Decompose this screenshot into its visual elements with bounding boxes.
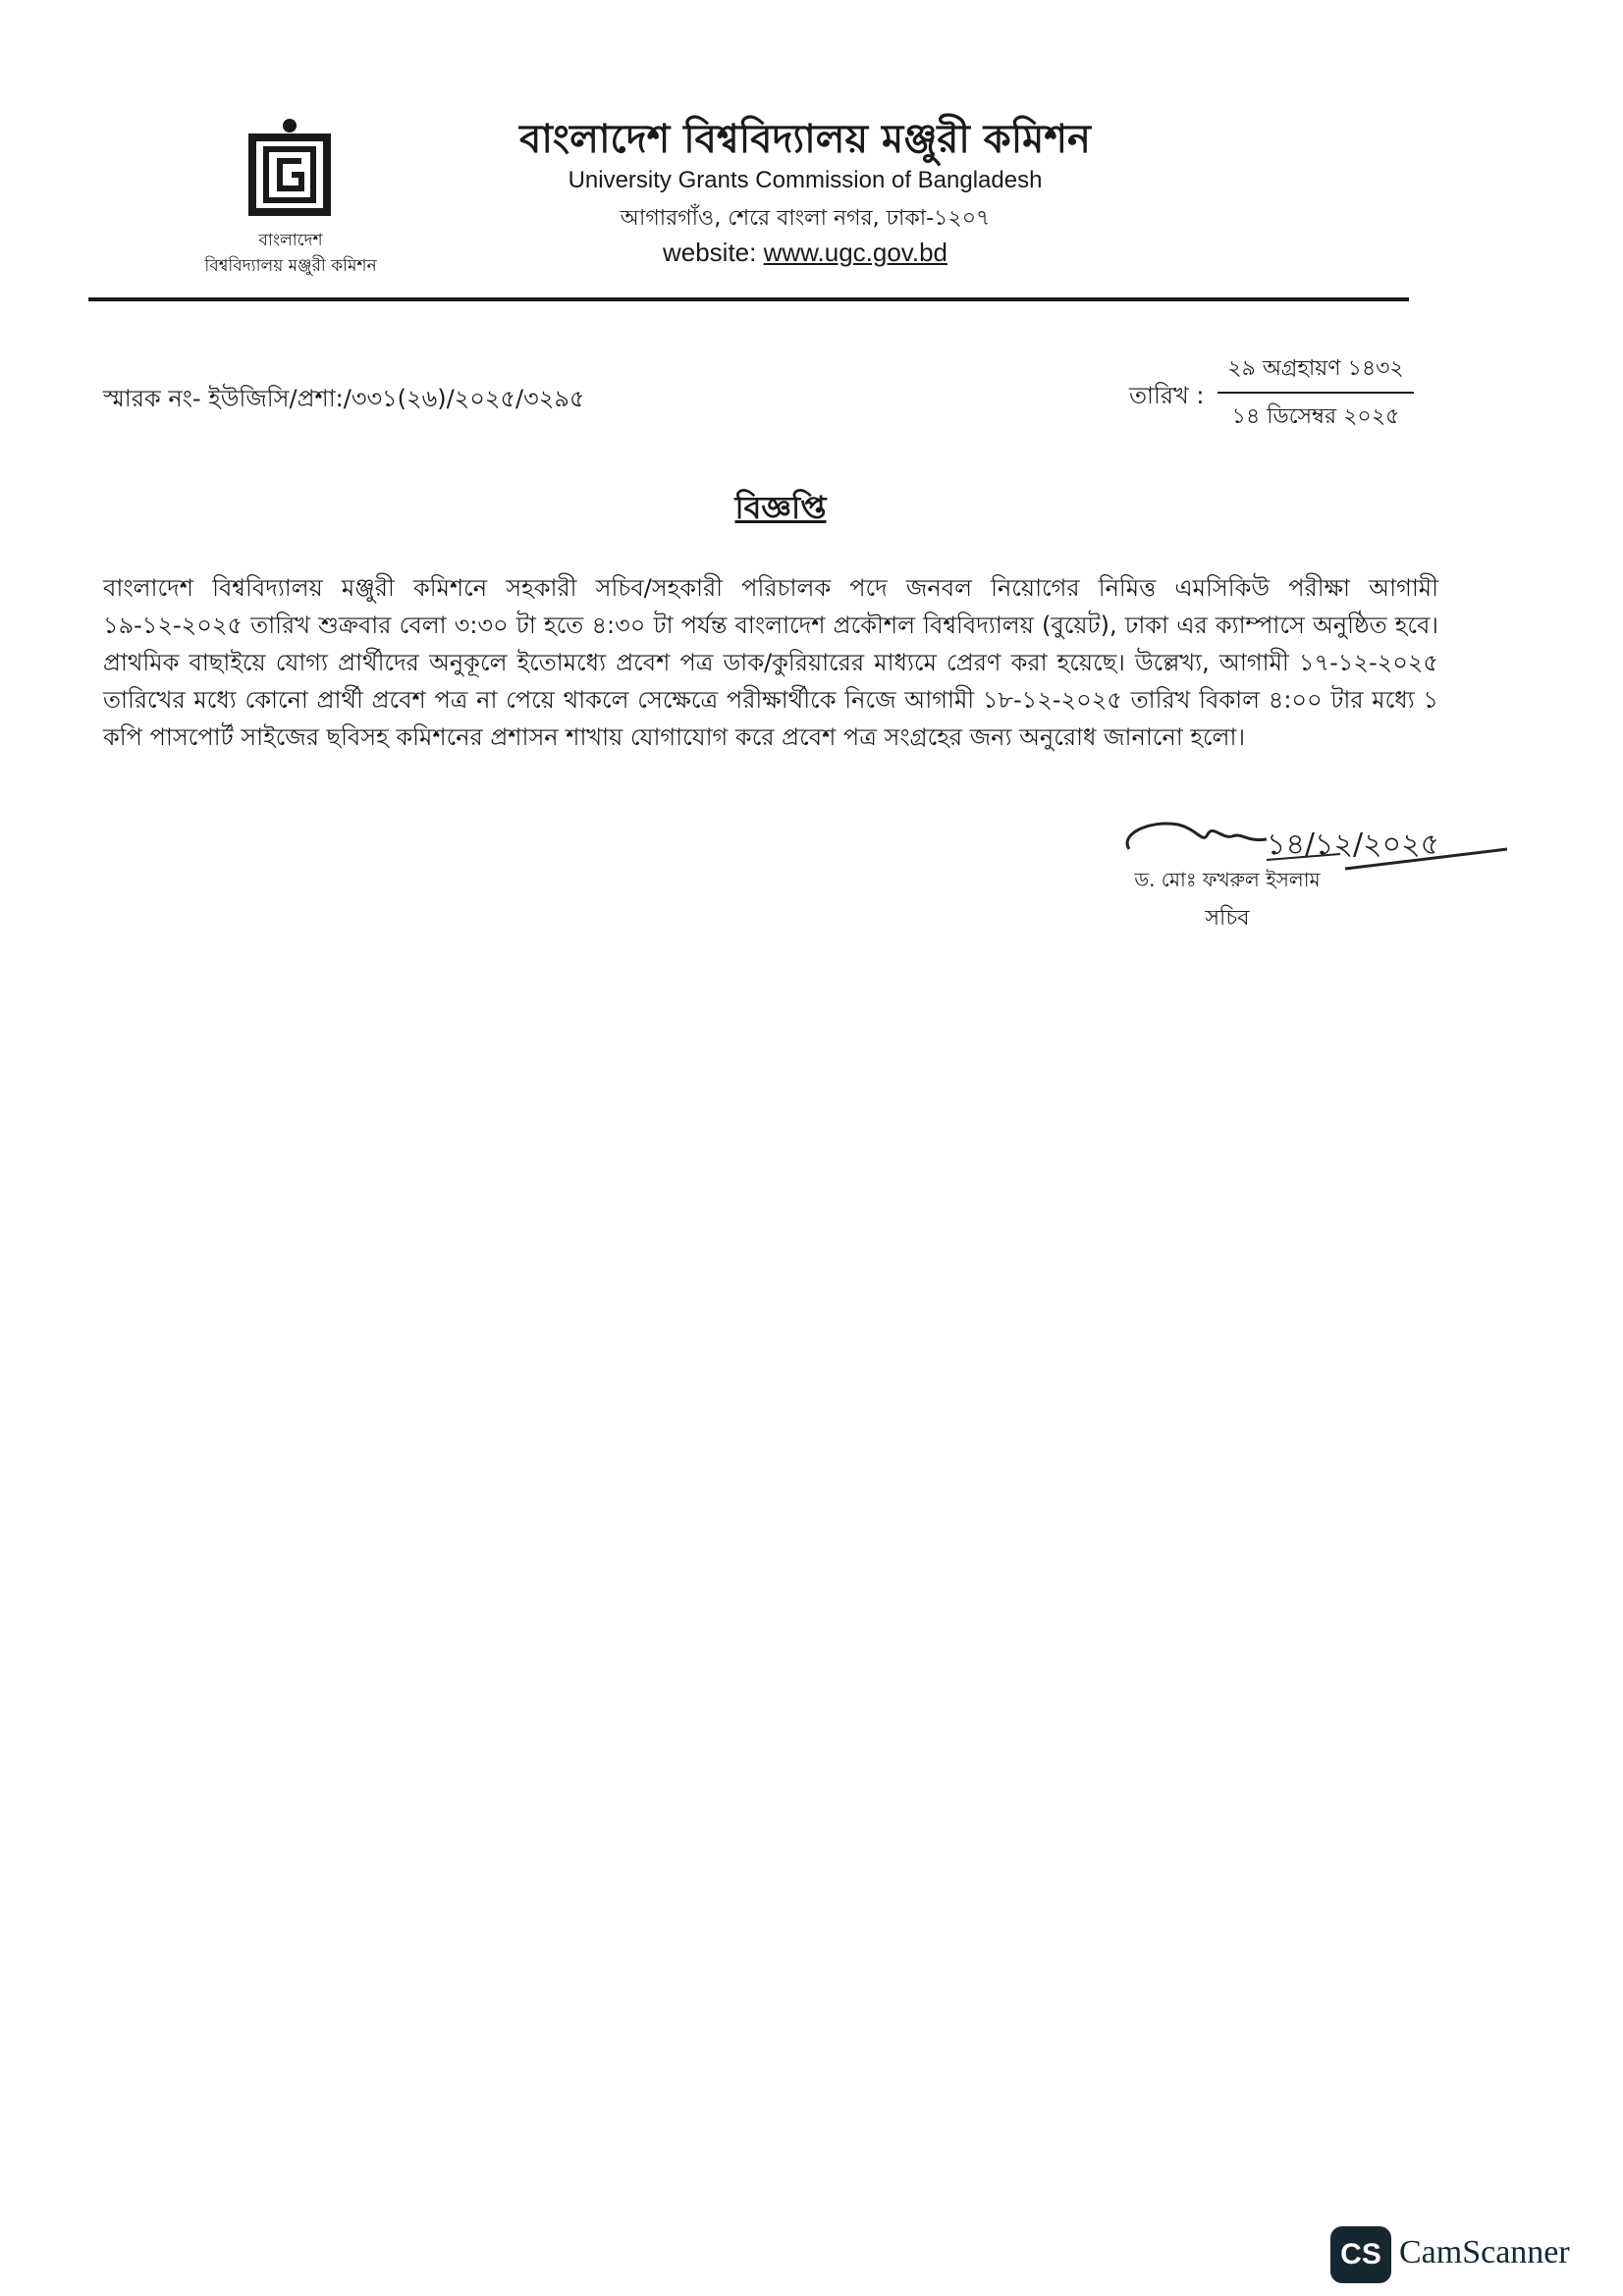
camscanner-logo-icon: CS — [1330, 2226, 1391, 2283]
website-label: website: — [662, 238, 757, 267]
signature-handwritten-date: ১৪/১২/২০২৫ — [1267, 828, 1440, 862]
org-address: আগারগাঁও, শেরে বাংলা নগর, ঢাকা-১২০৭ — [620, 206, 991, 231]
date-block — [1217, 351, 1414, 436]
notice-body: বাংলাদেশ বিশ্ববিদ্যালয় মঞ্জুরী কমিশনে সহকারী সচিব/সহকারী পরিচালক পদে জনবল নিয়োগের নিমিত্ত এমসিকিউ পরীক্ষা আগামী ১৯-১২-২০২৫ তারিখ শুক্রবার বেলা ৩:৩০ টা হতে ৪:৩০ টা পর্যন্ত বাংলাদেশ প্রকৌশল বিশ্ববিদ্যালয় (বুয়েট), ঢাকা এর ক্যাম্পাসে অনুষ্ঠিত হবে। প্রাথমিক বাছাইয়ে যোগ্য প্রার্থীদের অনুকূলে ইতোমধ্যে প্রবেশ পত্র ডাক/কুরিয়ারের মাধ্যমে প্রেরণ করা হয়েছে। উল্লেখ্য, আগামী ১৭-১২-২০২৫ তারিখের মধ্যে কোনো প্রার্থী প্রবেশ পত্র না পেয়ে থাকলে সেক্ষেত্রে পরীক্ষার্থীকে নিজে আগামী ১৮-১২-২০২৫ তারিখ বিকাল ৪:০০ টার মধ্যে ১ কপি পাসপোর্ট সাইজের ছবিসহ কমিশনের প্রশাসন শাখায় যোগাযোগ করে প্রবেশ পত্র সংগ্রহের জন্য অনুরোধ জানানো হলো। — [103, 574, 1438, 751]
signatory-name: ড. মোঃ ফখরুল ইসলাম — [1134, 868, 1321, 891]
signatory-designation: সচিব — [1205, 906, 1250, 931]
org-website — [432, 238, 1178, 268]
notice-title — [0, 483, 1561, 536]
notice-title-text: বিজ্ঞপ্তি — [734, 489, 827, 526]
org-name-bn: বাংলাদেশ বিশ্ববিদ্যালয় মঞ্জুরী কমিশন — [519, 116, 1091, 162]
date-bengali-calendar: ২৯ অগ্রহায়ণ ১৪৩২ — [1217, 351, 1414, 394]
website-link[interactable]: www.ugc.gov.bd — [763, 238, 948, 267]
date-label: তারিখ : — [1129, 382, 1205, 409]
org-name-en: University Grants Commission of Bangladesh — [568, 167, 1043, 193]
logo-caption-line1: বাংলাদেশ — [258, 231, 323, 250]
logo-caption — [177, 228, 405, 279]
ugc-logo-icon — [241, 118, 339, 216]
date-gregorian: ১৪ ডিসেম্বর ২০২৫ — [1231, 404, 1400, 429]
logo-caption-line2: বিশ্ববিদ্যালয় মঞ্জুরী কমিশন — [204, 256, 377, 276]
header-divider — [88, 297, 1409, 301]
camscanner-text: CamScanner — [1399, 2234, 1570, 2270]
memo-reference: স্মারক নং- ইউজিসি/প্রশা:/৩৩১(২৬)/২০২৫/৩২৯৫ — [103, 385, 585, 412]
